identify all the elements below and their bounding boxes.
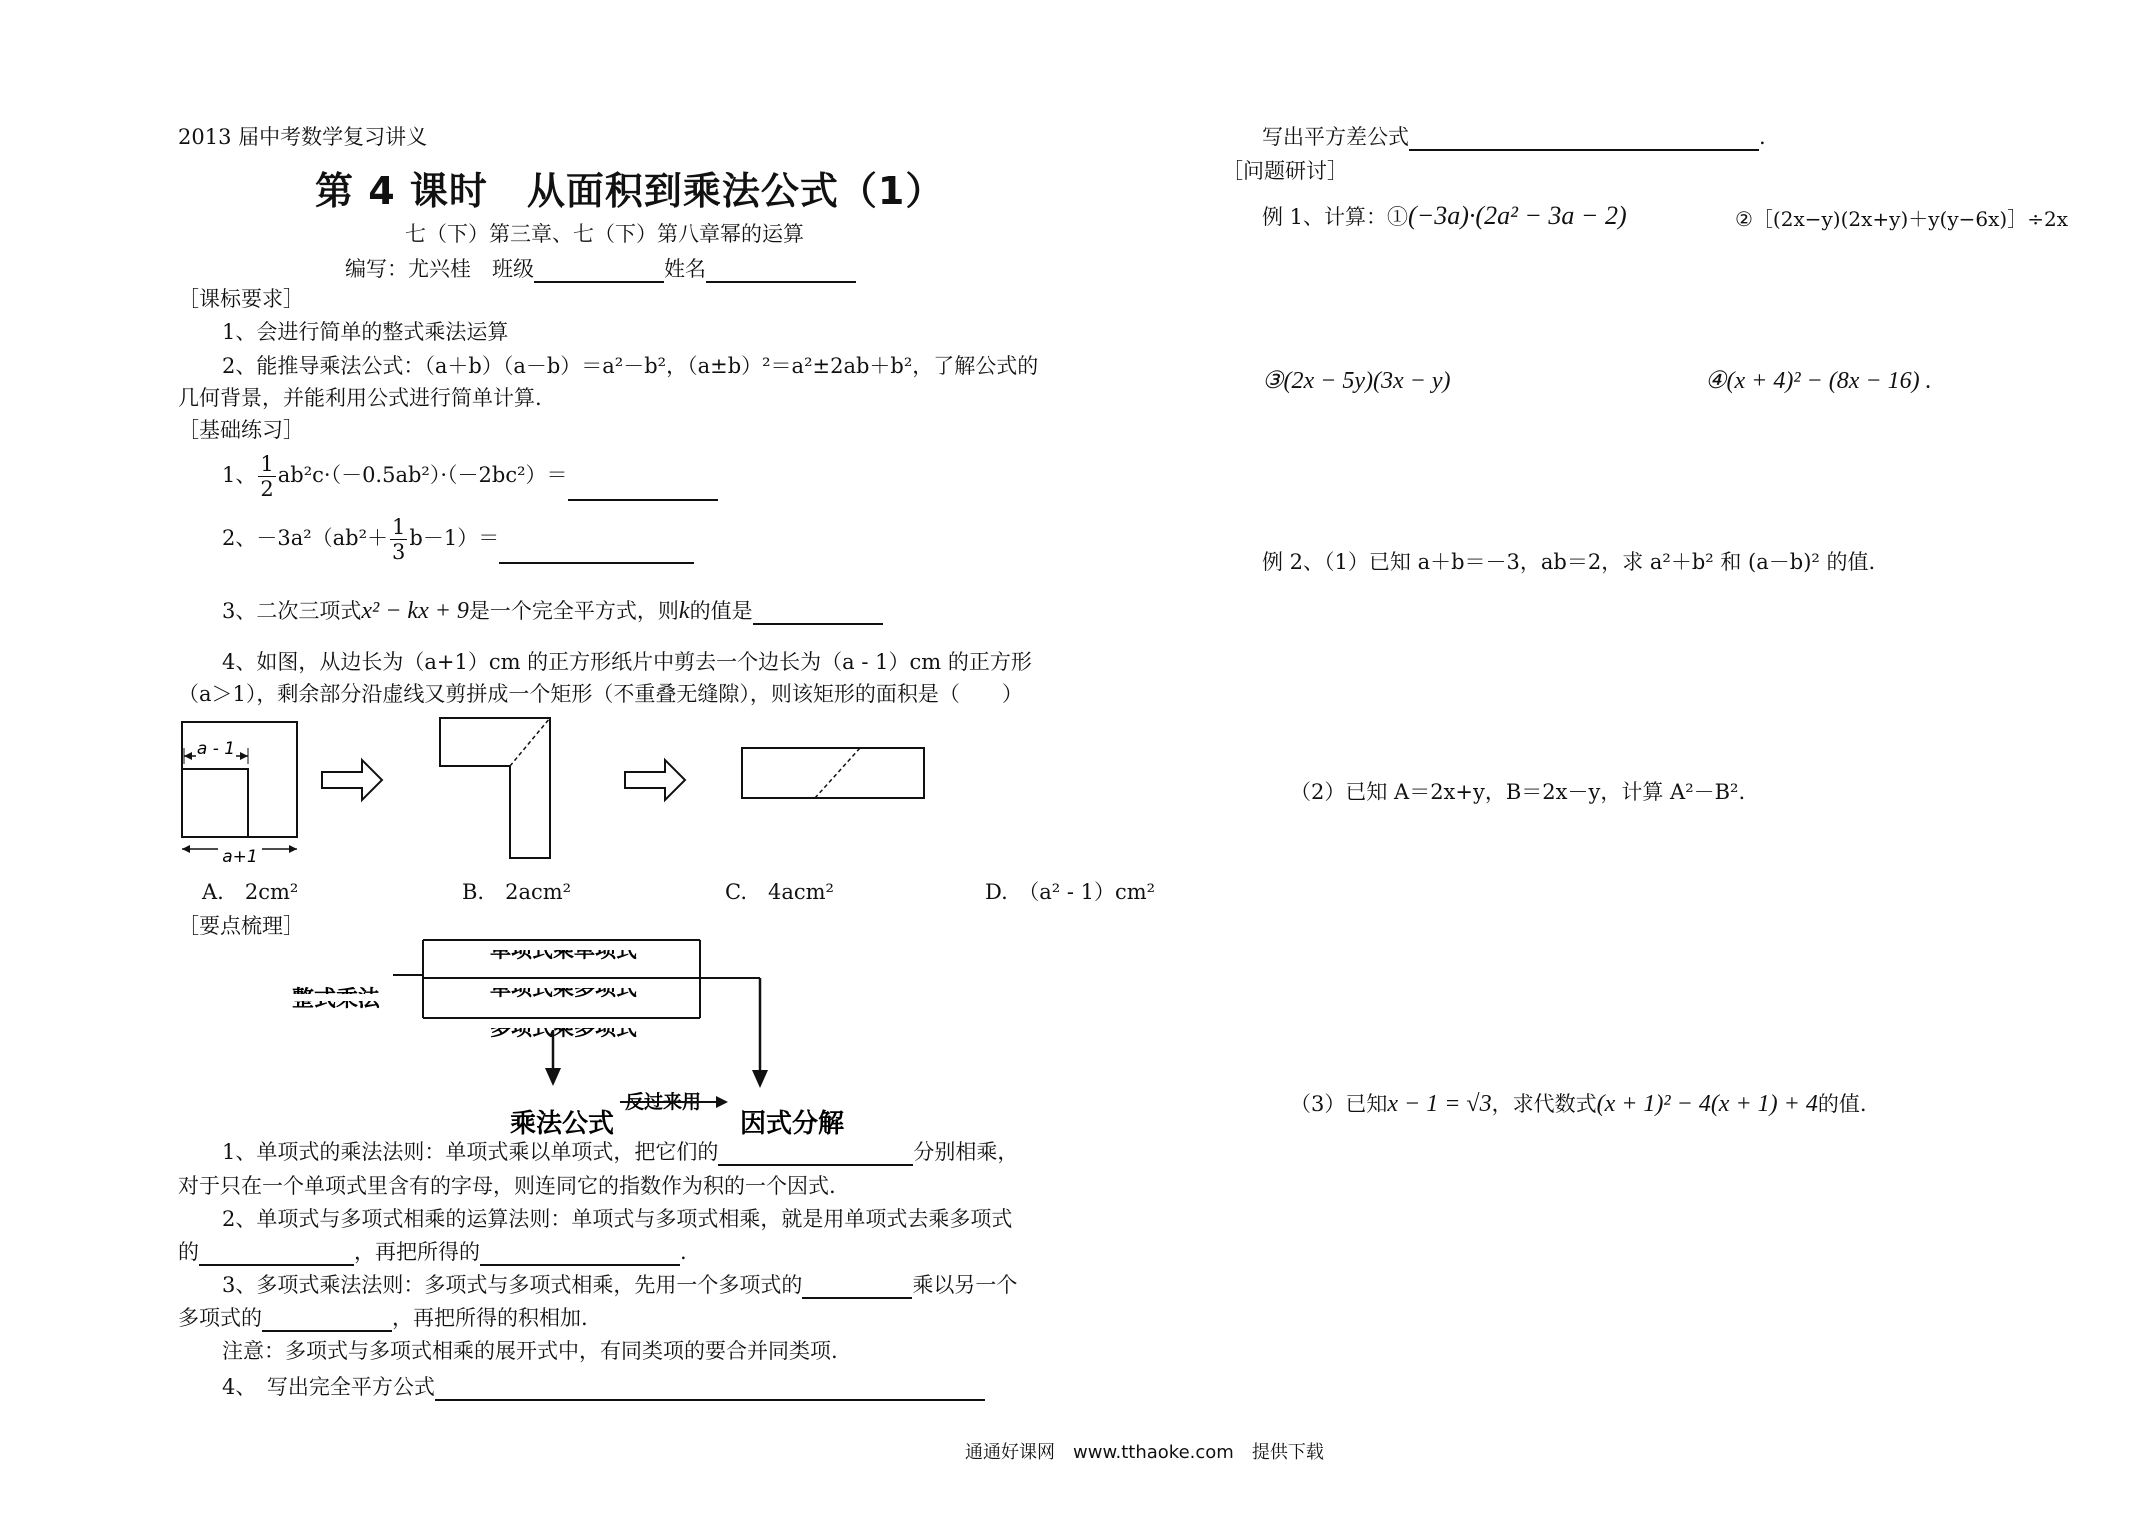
fraction-numerator: 1 (392, 515, 406, 539)
example-1-part-1 (1262, 202, 1627, 231)
label-a-minus-1: a - 1 (196, 739, 236, 759)
example-1-part-3: ③(2x − 5y)(3x − y) (1262, 368, 1451, 394)
rule-3-blank-2[interactable] (262, 1308, 392, 1332)
requirement-1: 1、会进行简单的整式乘法运算 (222, 320, 509, 344)
exercise-2-prefix: 2、－3a²（ab²＋ (222, 526, 389, 550)
arrow-icon (322, 760, 382, 800)
rule-2-blank-1[interactable] (199, 1242, 354, 1266)
rule-3-blank-1[interactable] (802, 1275, 912, 1299)
exercise-3-expression: x² − kx + 9 (361, 598, 469, 624)
rule-1-line2: 对于只在一个单项式里含有的字母，则连同它的指数作为积的一个因式. (178, 1174, 836, 1198)
rule-2-suffix: . (680, 1240, 687, 1264)
fraction-one-half (258, 452, 275, 501)
exercise-3-middle: 是一个完全平方式，则 (468, 599, 679, 623)
rule-1-text: 1、单项式的乘法法则：单项式乘以单项式，把它们的 (222, 1140, 719, 1164)
example-1-part-4: ④(x + 4)² − (8x − 16) . (1705, 368, 1932, 394)
example-2-part-3-middle: ，求代数式 (1491, 1092, 1597, 1116)
exercise-1-expression: ab²c·（－0.5ab²）·（－2bc²）＝ (277, 463, 568, 487)
dimension-a-plus-1 (182, 844, 297, 867)
example-1-expression-1: (−3a)·(2a² − 3a − 2) (1408, 201, 1627, 230)
rule-3-prefix: 多项式的 (178, 1306, 262, 1330)
name-blank[interactable] (706, 259, 856, 283)
dimension-a-minus-1 (184, 739, 248, 764)
exercise-2-answer-blank[interactable] (499, 540, 694, 564)
rule-3-line2 (178, 1304, 588, 1332)
rule-1-blank[interactable] (718, 1142, 913, 1166)
rule-2-prefix: 的 (178, 1240, 199, 1264)
example-1-label: 例 1、计算：① (1262, 205, 1409, 229)
example-2-part-3-prefix: （3）已知 (1290, 1092, 1388, 1116)
rule-3-tail: ，再把所得的积相加. (392, 1306, 588, 1330)
rule-3-text: 3、多项式乘法法则：多项式与多项式相乘，先用一个多项式的 (222, 1273, 803, 1297)
doc-header: 2013 届中考数学复习讲义 (178, 125, 428, 149)
example-2-part-3 (1290, 1090, 1867, 1118)
label-a-plus-1: a+1 (222, 847, 258, 867)
rule-2-blank-2[interactable] (480, 1242, 680, 1266)
arrow-down-icon (752, 1070, 768, 1088)
rule-1-suffix: 分别相乘， (913, 1140, 1019, 1164)
arrow-down-icon (545, 1068, 561, 1086)
exercise-3-variable: k (678, 598, 690, 624)
author-line (345, 255, 856, 283)
rule-4-blank[interactable] (435, 1377, 985, 1401)
example-2-part-2: （2）已知 A＝2x+y，B＝2x－y，计算 A²－B². (1290, 780, 1746, 804)
exercise-4-figure (170, 712, 950, 872)
diagram-label-factorization: 因式分解 (740, 1109, 845, 1139)
section-key-points: ［要点梳理］ (178, 914, 304, 938)
l-shape (440, 718, 550, 858)
fraction-one-third (390, 515, 407, 564)
difference-of-squares-prompt (1262, 123, 1766, 151)
exercise-3 (222, 597, 883, 625)
page-title: 第 4 课时 从面积到乘法公式（1） (315, 169, 945, 213)
exercise-1-answer-blank[interactable] (568, 477, 718, 501)
option-d[interactable]: D. （a² - 1）cm² (985, 880, 1156, 904)
section-standards: ［课标要求］ (178, 287, 304, 311)
option-c[interactable]: C. 4acm² (725, 880, 834, 904)
arrow-icon (625, 760, 685, 800)
name-label: 姓名 (664, 257, 706, 281)
exercise-1 (222, 452, 718, 501)
footer: 通通好课网 www.tthaoke.com 提供下载 (965, 1442, 1324, 1463)
rectangle-shape (742, 748, 924, 798)
exercise-4-line2: （a＞1），剩余部分沿虚线又剪拼成一个矩形（不重叠无缝隙），则该矩形的面积是（ ） (178, 682, 1023, 706)
section-problem-study: ［问题研讨］ (1222, 159, 1348, 183)
rule-1-line1 (222, 1138, 1018, 1166)
exercise-2 (222, 515, 694, 564)
difference-of-squares-text: 写出平方差公式 (1262, 125, 1409, 149)
option-a[interactable]: A. 2cm² (202, 880, 299, 904)
author-class-label: 编写：尤兴桂 班级 (345, 257, 534, 281)
rule-2-middle: ，再把所得的 (354, 1240, 480, 1264)
rule-2-line1: 2、单项式与多项式相乘的运算法则：单项式与多项式相乘，就是用单项式去乘多项式 (222, 1207, 1013, 1231)
requirement-2a: 2、能推导乘法公式：（a＋b）（a－b）＝a²－b²，（a±b）²＝a²±2ab＋b²，了解公式的 (222, 354, 1039, 378)
example-2-part-3-suffix: 的值. (1817, 1092, 1867, 1116)
exercise-3-prefix: 3、二次三项式 (222, 599, 362, 623)
subtitle: 七（下）第三章、七（下）第八章幂的运算 (405, 222, 804, 246)
exercise-4-line1: 4、如图，从边长为（a+1）cm 的正方形纸片中剪去一个边长为（a - 1）cm 的正方形 (222, 650, 1032, 674)
difference-of-squares-end: . (1759, 125, 1766, 149)
rule-2-line2 (178, 1238, 687, 1266)
class-blank[interactable] (534, 259, 664, 283)
example-1-part-2: ②［(2x−y)(2x+y)＋y(y−6x)］÷2x (1735, 207, 2068, 231)
difference-of-squares-blank[interactable] (1409, 127, 1759, 151)
rule-3-suffix: 乘以另一个 (912, 1273, 1018, 1297)
exercise-2-expression: b－1）＝ (409, 526, 500, 550)
rule-3-line1 (222, 1271, 1017, 1299)
fraction-numerator: 1 (260, 452, 274, 476)
exercise-3-suffix: 的值是 (689, 599, 753, 623)
arrow-right-icon (716, 1096, 728, 1108)
rule-4 (222, 1373, 985, 1401)
diagram-reverse-label: 反过来用 (625, 1091, 702, 1113)
fraction-denominator: 3 (392, 540, 406, 564)
example-2-part-1: 例 2、（1）已知 a＋b＝－3，ab＝2，求 a²＋b² 和 (a－b)² 的值. (1262, 550, 1876, 574)
rule-4-text: 4、 写出完全平方公式 (222, 1375, 435, 1399)
option-b[interactable]: B. 2acm² (462, 880, 572, 904)
key-points-diagram (280, 930, 845, 1139)
note: 注意：多项式与多项式相乘的展开式中，有同类项的要合并同类项. (222, 1339, 838, 1363)
example-2-part-3-given: x − 1 = √3 (1387, 1091, 1492, 1117)
exercise-1-number: 1、 (222, 463, 257, 487)
diagram-label-formulas: 乘法公式 (510, 1109, 615, 1139)
fraction-denominator: 2 (260, 477, 274, 501)
requirement-2b: 几何背景，并能利用公式进行简单计算. (178, 386, 542, 410)
section-basic-practice: ［基础练习］ (178, 418, 304, 442)
example-2-part-3-expression: (x + 1)² − 4(x + 1) + 4 (1596, 1091, 1818, 1117)
exercise-3-answer-blank[interactable] (753, 601, 883, 625)
